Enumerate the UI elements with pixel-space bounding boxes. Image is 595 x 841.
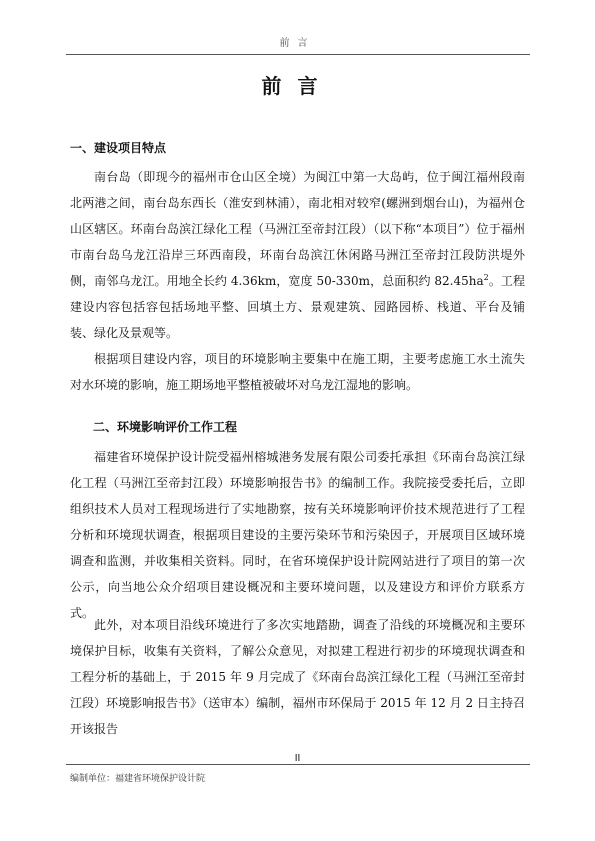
section-heading-eia-work: 二、环境影响评价工作工程 — [93, 420, 238, 434]
page-number: II — [294, 753, 301, 764]
paragraph-project-overview-text-a: 南台岛（即现今的福州市仓山区全境）为闽江中第一大岛屿，位于闽江福州段南北两港之间，南台岛东西长（淮安到林浦），南北相对较窄(螺洲到烟台山)，为福州仓山区辖区。环南台岛滨江绿化工程（马洲江至帝封江段）（以下称“本项目”）位于福州市南台岛乌龙江沿岸三环西南段，环南台岛滨江休闲路马洲江至帝封江段防洪堤外侧，南邻乌龙江。用地全长约 4.36km，宽度 50-330m，总面积约 82.45ha — [70, 170, 525, 288]
section-heading-project-features: 一、建设项目特点 — [70, 141, 167, 155]
footer-divider — [66, 764, 530, 765]
page-title: 前言 — [261, 74, 334, 98]
superscript-2: 2 — [483, 273, 489, 282]
footer-organization: 编制单位：福建省环境保护设计院 — [70, 774, 206, 784]
paragraph-field-survey: 此外，对本项目沿线环境进行了多次实地踏勘，调查了沿线的环境概况和主要环境保护目标，收集有关资料，了解公众意见，对拟建工程进行初步的环境现状调查和工程分析的基础上，于 2015 年 9 月完成了《环南台岛滨江绿化工程（马洲江至帝封江段）环境影响报告书》（送审本）编制，福州市环保局于 2015 年 12 月 2 日主持召开该报告 — [70, 618, 525, 736]
header-divider — [66, 54, 530, 55]
running-header: 前言 — [279, 38, 316, 49]
paragraph-project-overview — [70, 164, 525, 346]
paragraph-eia-process: 福建省环境保护设计院受福州榕城港务发展有限公司委托承担《环南台岛滨江绿化工程（马洲江至帝封江段）环境影响报告书》的编制工作。我院接受委托后，立即组织技术人员对工程现场进行了实地勘察，按有关环境影响评价技术规范进行了工程分析和环境现状调查，根据项目建设的主要污染环节和污染因子，开展项目区域环境调查和监测，并收集相关资料。同时，在省环境保护设计院网站进行了项目的第一次公示，向当地公众介绍项目建设概况和主要环境问题，以及建设方和评价方联系方式。 — [70, 450, 525, 620]
paragraph-project-overview-text-b: 。工程建设内容包括容包括场地平整、回填土方、景观建筑、园路园桥、栈道、平台及铺装、绿化及景观等。 — [70, 274, 525, 340]
paragraph-environmental-impact: 根据项目建设内容，项目的环境影响主要集中在施工期，主要考虑施工水土流失对水环境的影响，施工期场地平整植被破坏对乌龙江湿地的影响。 — [70, 352, 525, 392]
